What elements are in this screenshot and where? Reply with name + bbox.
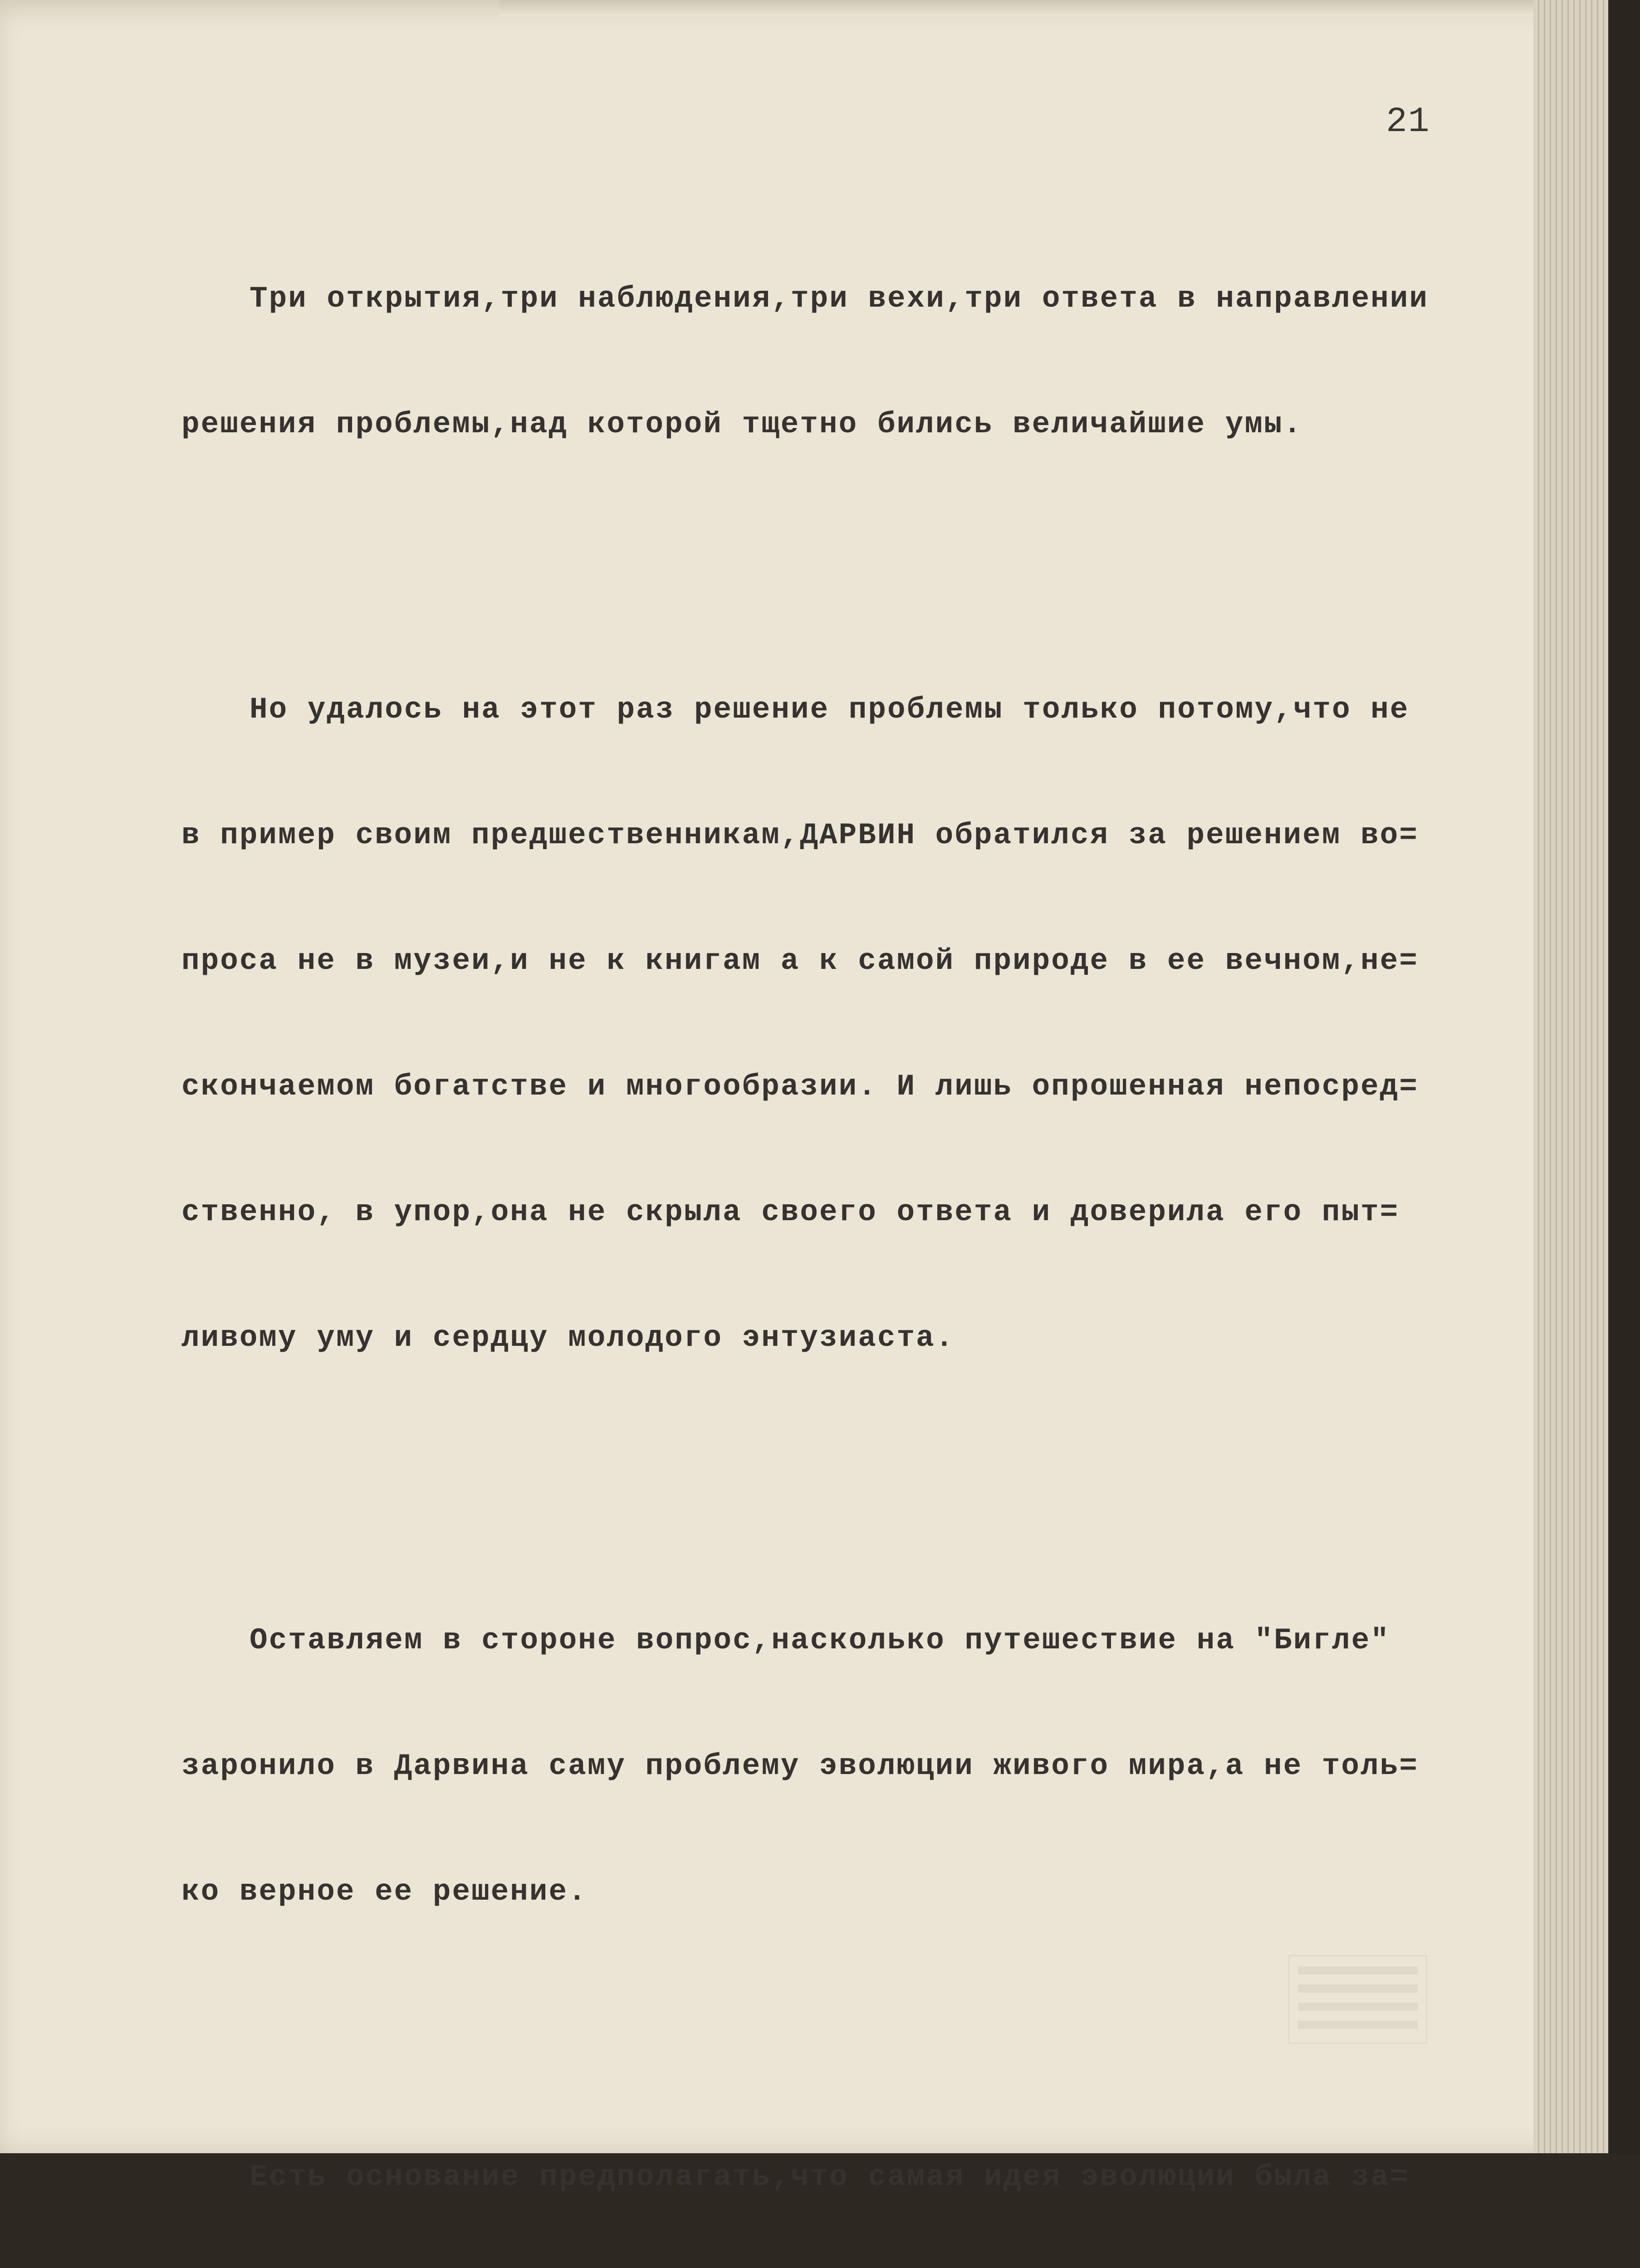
top-paper-edge xyxy=(499,0,1588,16)
text-line: заронило в Дарвина саму проблему эволюции живого мира,а не толь= xyxy=(181,1749,1419,1783)
page-number: 21 xyxy=(1386,102,1430,142)
text-line: решения проблемы,над которой тщетно бились величайшие умы. xyxy=(181,407,1303,441)
page-edge-stack xyxy=(1533,0,1640,2153)
faded-archive-stamp xyxy=(1288,1955,1427,2044)
body-text xyxy=(181,168,1520,2268)
background-edge xyxy=(1608,0,1640,2153)
text-line: в пример своим предшественникам,ДАРВИН обратился за решением во= xyxy=(181,818,1419,852)
text-line: ко верное ее решение. xyxy=(181,1875,587,1909)
text-line: Но удалось на этот раз решение проблемы только потому,что не xyxy=(250,693,1410,727)
text-line: Три открытия,три наблюдения,три вехи,три ответа в направлении xyxy=(250,282,1429,316)
text-line: Есть основание предполагать,что самая идея эволюции была за= xyxy=(250,2160,1410,2194)
text-line: проса не в музеи,и не к книгам а к самой природе в ее вечном,не= xyxy=(181,944,1419,978)
text-line: ливому уму и сердцу молодого энтузиаста. xyxy=(181,1321,955,1355)
text-line: ственно, в упор,она не скрыла своего ответа и доверила его пыт= xyxy=(181,1195,1400,1229)
text-line: скончаемом богатстве и многообразии. И лишь опрошенная непосред= xyxy=(181,1070,1419,1104)
text-line: Оставляем в стороне вопрос,насколько путешествие на "Бигле" xyxy=(250,1623,1390,1657)
